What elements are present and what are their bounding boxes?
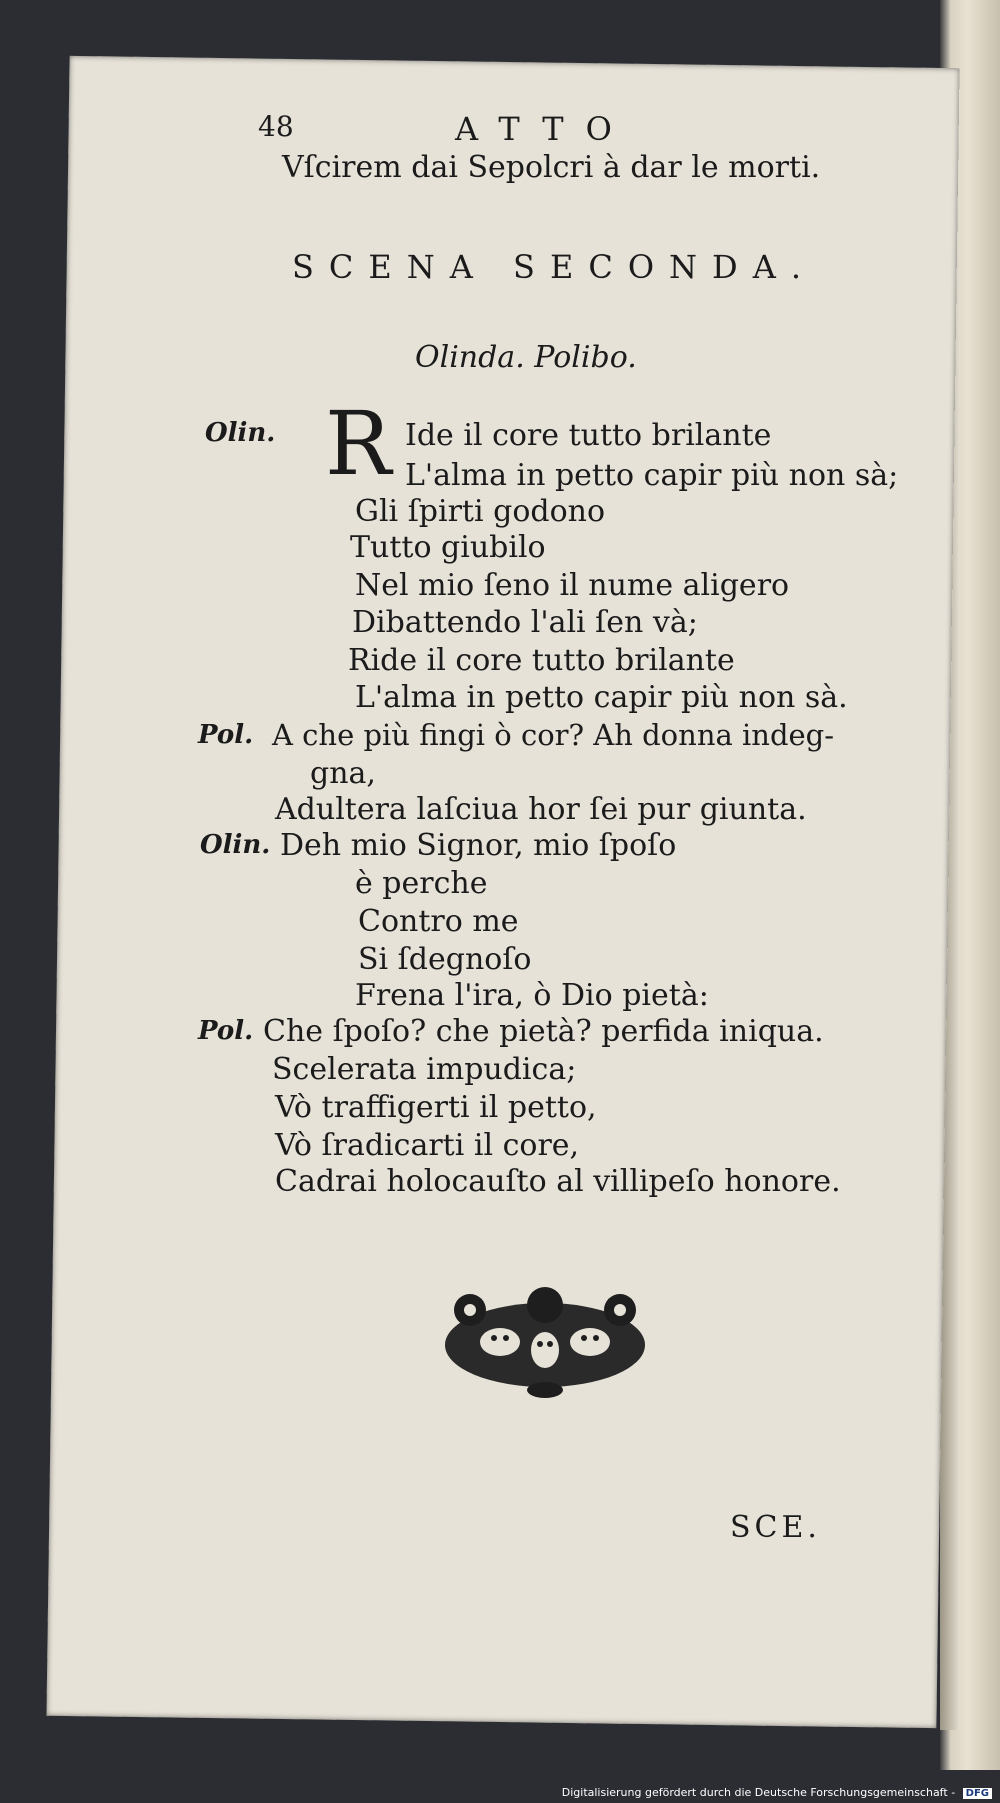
fleuron-ornament [430,1280,660,1400]
first-verse-line: Vſcirem dai Sepolcri à dar le morti. [282,150,821,185]
verse-line: è perche [355,866,488,901]
verse-line: gna, [310,756,376,791]
verse-line: Cadrai holocauſto al villipeſo honore. [275,1164,841,1199]
book-page [46,56,959,1728]
running-head: ATTO [455,110,634,148]
catchword: SCE. [730,1510,821,1545]
verse-line: A che più fingi ò cor? Ah donna indeg- [272,718,835,752]
verse-line: Frena l'ira, ò Dio pietà: [355,978,709,1013]
speaker-label: Pol. [198,1016,254,1046]
credit-text: Digitalisierung gefördert durch die Deutsche Forschungsgemeinschaft [561,1786,948,1799]
verse-line: L'alma in petto capir più non sà; [405,458,899,493]
verse-line: Che ſpoſo? che pietà? perfida iniqua. [263,1014,824,1049]
speaker-label: Olin. [200,830,271,860]
drop-cap: R [325,392,392,495]
verse-line: Deh mio Signor, mio ſpoſo [280,828,677,863]
speaker-label: Pol. [198,720,254,750]
verse-line: Dibattendo l'ali ſen và; [352,605,698,640]
verse-line: L'alma in petto capir più non sà. [355,680,848,715]
verse-line: Ide il core tutto brilante [405,418,772,453]
verse-line: Vò traffigerti il petto, [275,1090,597,1125]
verse-line: Scelerata impudica; [272,1052,577,1087]
verse-line: Vò ſradicarti il core, [275,1128,580,1163]
digitization-credit: Digitalisierung gefördert durch die Deutsche Forschungsgemeinschaft - DFG [562,1786,992,1799]
speaker-label: Olin. [205,418,276,448]
character-list: Olinda. Polibo. [415,340,637,375]
verse-line: Ride il core tutto brilante [348,643,735,678]
page-number: 48 [258,110,294,143]
verse-line: Si ſdegnoſo [358,942,532,977]
verse-line: Tutto giubilo [350,530,546,565]
verse-line: Nel mio ſeno il nume aligero [355,568,790,603]
dfg-logo: DFG [963,1788,992,1799]
verse-line: Adultera laſciua hor ſei pur giunta. [275,792,807,827]
verse-line: Contro me [358,904,519,939]
scene-heading: SCENA SECONDA. [292,248,816,286]
verse-line: Gli ſpirti godono [355,494,606,529]
